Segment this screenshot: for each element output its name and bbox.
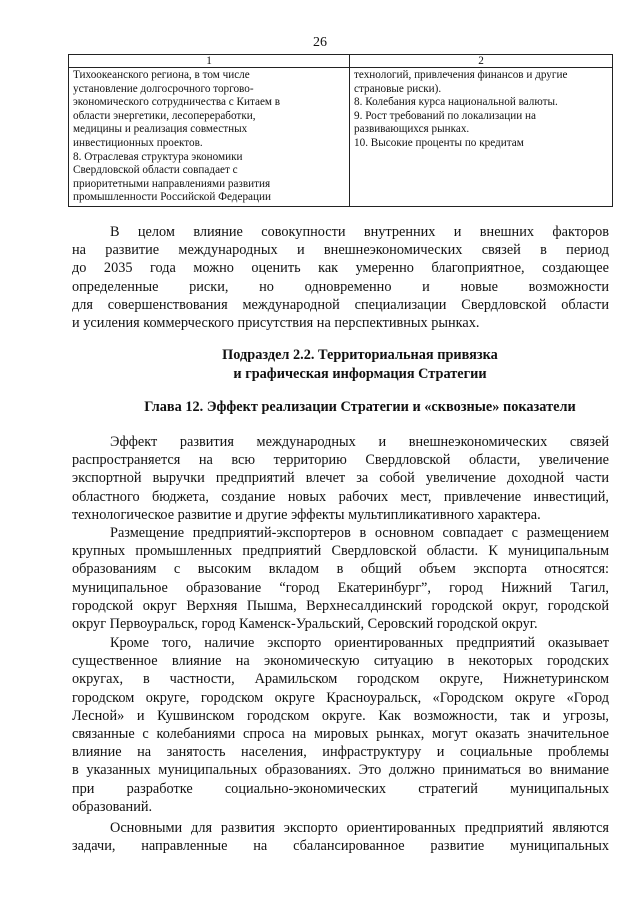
table-row bbox=[69, 68, 613, 207]
text-line: округ Первоуральск, город Каменск-Уральский, Серовский городской округ. bbox=[72, 616, 538, 633]
text-line: экспортной выручки предприятий влечет за собой увеличение доходной части bbox=[72, 470, 609, 487]
paragraph-export-influence bbox=[72, 634, 609, 816]
text-line: округах, в частности, Арамильском городском округе, Нижнетуринском bbox=[72, 671, 609, 688]
table-cell-line: страновые риски). bbox=[354, 82, 442, 95]
table-cell-line: 9. Рост требований по локализации на bbox=[354, 109, 536, 122]
text-line: городской округ Верхняя Пышма, Верхнесалдинский городской округ, городской bbox=[72, 597, 609, 614]
table-cell-risks bbox=[350, 68, 613, 207]
subsection-heading bbox=[0, 346, 640, 383]
text-line: определенные риски, но одновременно и новые возможности bbox=[72, 278, 609, 295]
text-line: задачи, направленные на сбалансированное развитие муниципальных bbox=[72, 838, 609, 855]
table-cell-line: технологий, привлечения финансов и другие bbox=[354, 69, 568, 81]
table-cell-line: экономического сотрудничества с Китаем в bbox=[73, 96, 281, 109]
text-line: Эффект развития международных и внешнеэкономических связей bbox=[110, 434, 609, 450]
text-line: образований. bbox=[72, 798, 153, 815]
paragraph-effect bbox=[72, 433, 609, 524]
paragraph-placement bbox=[72, 524, 609, 633]
text-line: в указанных муниципальных образованиях. Это должно приниматься во внимание bbox=[72, 762, 609, 779]
text-line: существенное влияние на экономическую ситуацию в некоторых городских bbox=[72, 653, 609, 670]
table-header-row bbox=[69, 55, 613, 68]
subsection-heading-line: Подраздел 2.2. Территориальная привязка bbox=[222, 347, 498, 363]
text-line: образованиям с высоким вкладом в общий объем экспорта относятся: bbox=[72, 561, 609, 578]
text-line: связанные с колебаниями спроса на мировых рынках, могут оказать значительное bbox=[72, 726, 609, 743]
table-cell-line: развивающихся рынках. bbox=[354, 123, 470, 136]
text-line: городском округе, городском округе Красноуральск, «Городском округе «Город bbox=[72, 689, 609, 706]
table-cell-line: приоритетными направлениями развития bbox=[73, 177, 271, 190]
table-cell-line: инвестиционных проектов. bbox=[73, 136, 203, 149]
table-cell-line: 8. Колебания курса национальной валюты. bbox=[354, 96, 558, 109]
table-cell-line: Свердловской области совпадает с bbox=[73, 164, 238, 177]
table-cell-line: установление долгосрочного торгово- bbox=[73, 82, 254, 95]
table-cell-line: медицины и реализация совместных bbox=[73, 123, 248, 136]
continuation-table bbox=[68, 54, 613, 207]
text-line: Основными для развития экспорто ориентированных предприятий являются bbox=[110, 820, 609, 836]
text-line: влияние на занятость населения, инфраструктуру и социальные проблемы bbox=[72, 744, 609, 761]
table-cell-line: промышленности Российской Федерации bbox=[73, 191, 271, 204]
text-line: распространяется на всю территорию Свердловской области, увеличение bbox=[72, 452, 609, 469]
table-cell-line: области энергетики, лесопереработки, bbox=[73, 109, 256, 122]
text-line: технологическое развитие и другие эффекты мультипликативного характера. bbox=[72, 506, 541, 523]
text-line: крупных промышленных предприятий Свердловской области. К муниципальным bbox=[72, 543, 609, 560]
text-line: для совершенствования международной специализации Свердловской области bbox=[72, 296, 609, 313]
table-header-col-1: 1 bbox=[69, 55, 350, 68]
text-line: и усиления коммерческого присутствия на перспективных рынках. bbox=[72, 315, 480, 332]
page-number: 26 bbox=[313, 35, 327, 50]
text-line: при разработке социально-экономических стратегий муниципальных bbox=[72, 780, 609, 797]
table-cell-line: Тихоокеанского региона, в том числе bbox=[73, 69, 250, 81]
table-cell-line: 10. Высокие проценты по кредитам bbox=[354, 136, 524, 149]
text-line: на развитие международных и внешнеэкономических связей в период bbox=[72, 242, 609, 259]
table-header-col-2: 2 bbox=[350, 55, 613, 68]
text-line: муниципальное образование “город Екатеринбург”, город Нижний Тагил, bbox=[72, 579, 609, 596]
text-line: В целом влияние совокупности внутренних и внешних факторов bbox=[110, 224, 609, 240]
subsection-heading-line: и графическая информация Стратегии bbox=[233, 365, 487, 382]
text-line: Размещение предприятий-экспортеров в основном совпадает с размещением bbox=[110, 525, 609, 541]
intro-paragraph bbox=[72, 223, 609, 332]
paragraph-tasks bbox=[72, 819, 609, 855]
text-line: Лесной» и Кушвинском городском округе. Как возможности, так и угрозы, bbox=[72, 707, 609, 724]
text-line: областного бюджета, создание новых рабочих мест, привлечение инвестиций, bbox=[72, 488, 609, 505]
chapter-heading: Глава 12. Эффект реализации Стратегии и «сквозные» показатели bbox=[144, 399, 576, 415]
text-line: до 2035 года можно оценить как умеренно благоприятное, создающее bbox=[72, 260, 609, 277]
text-line: Кроме того, наличие экспорто ориентированных предприятий оказывает bbox=[110, 635, 609, 651]
table-cell-opportunities bbox=[69, 68, 350, 207]
table-cell-line: 8. Отраслевая структура экономики bbox=[73, 150, 243, 163]
